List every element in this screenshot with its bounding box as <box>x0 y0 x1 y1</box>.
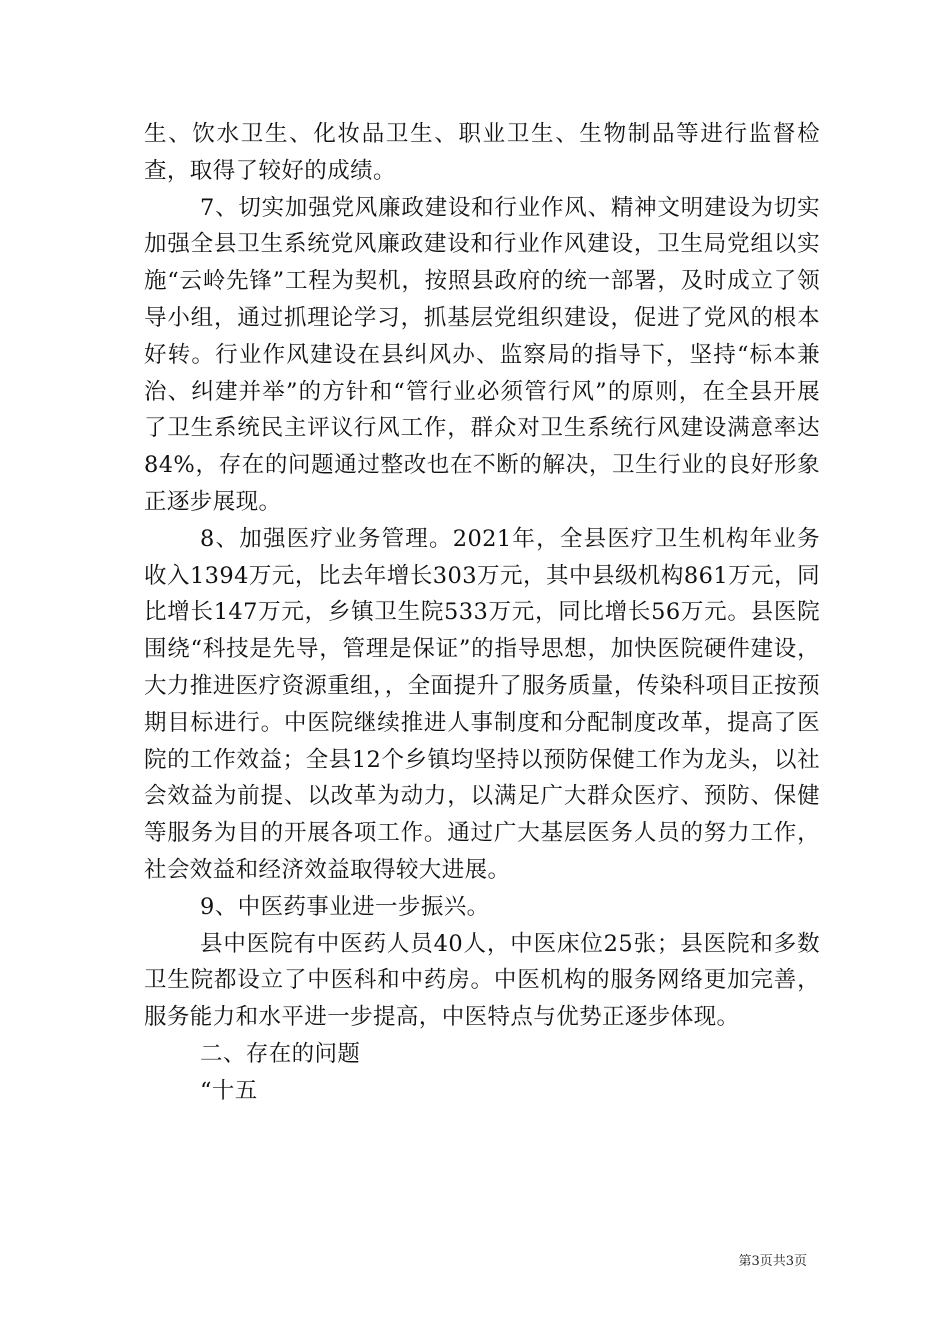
paragraph-tcm-hospital: 县中医院有中医药人员40人，中医床位25张；县医院和多数卫生院都设立了中医科和中药房。中医机构的服务网络更加完善，服务能力和水平进一步提高，中医特点与优势正逐步体现。 <box>144 930 820 1031</box>
section-heading-problems: 二、存在的问题 <box>200 1040 361 1067</box>
paragraph-fragment: “十五 <box>200 1077 258 1104</box>
paragraph-8-medical-management: 8、加强医疗业务管理。2021年，全县医疗卫生机构年业务收入1394万元，比去年增长303万元，其中县级机构861万元，同比增长147万元，乡镇卫生院533万元，同比增长56万元。县医院围绕“科技是先导，管理是保证”的指导思想，加快医院硬件建设，大力推进医疗资源重组，，全面提升了服务质量，传染科项目正按预期目标进行。中医院继续推进人事制度和分配制度改革，提高了医院的工作效益；全县12个乡镇均坚持以预防保健工作为龙头，以社会效益为前提、以改革为动力，以满足广大群众医疗、预防、保健等服务为目的开展各项工作。通过广大基层医务人员的努力工作，社会效益和经济效益取得较大进展。 <box>144 525 820 883</box>
paragraph-7-party-conduct: 7、切实加强党风廉政建设和行业作风、精神文明建设为切实加强全县卫生系统党风廉政建设和行业作风建设，卫生局党组以实施“云岭先锋”工程为契机，按照县政府的统一部署，及时成立了领导小组，通过抓理论学习，抓基层党组织建设，促进了党风的根本好转。行业作风建设在县纠风办、监察局的指导下，坚持“标本兼治、纠建并举”的方针和“管行业必须管行风”的原则，在全县开展了卫生系统民主评议行风工作，群众对卫生系统行风建设满意率达84%，存在的问题通过整改也在不断的解决，卫生行业的良好形象正逐步展现。 <box>144 194 820 515</box>
paragraph-9-tcm-heading: 9、中医药事业进一步振兴。 <box>200 893 490 920</box>
page-number-footer: 第3页共3页 <box>738 1254 807 1269</box>
document-body <box>144 116 820 1110</box>
paragraph-supervision-continued: 生、饮水卫生、化妆品卫生、职业卫生、生物制品等进行监督检查，取得了较好的成绩。 <box>144 121 820 184</box>
